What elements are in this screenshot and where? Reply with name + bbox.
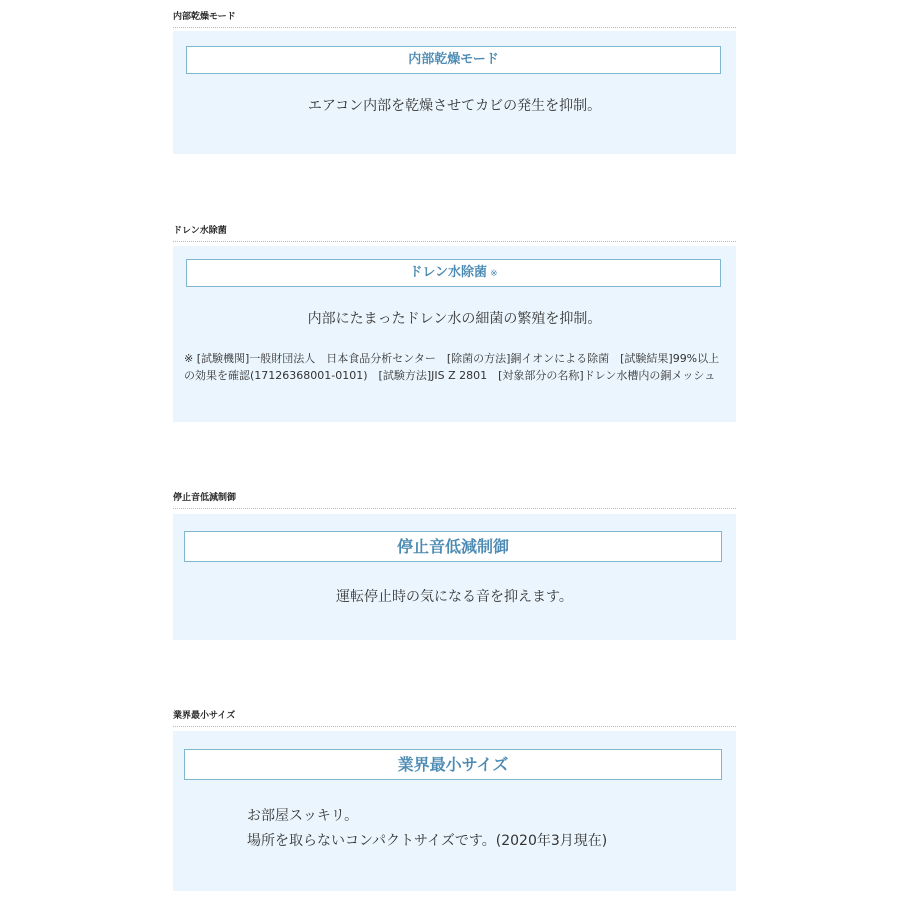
footnote-text: ※ [試験機関]一般財団法人 日本食品分析センター [除菌の方法]銅イオンによる除菌 [試験結果]99%以上の効果を確認(17126368001-0101) [試験方法]JIS Z 2801 [対象部分の名称]ドレン水槽内の銅メッシュ — [184, 352, 720, 382]
feature-title — [186, 259, 721, 287]
section-heading: ドレン水除菌 — [173, 225, 736, 242]
section-smallest-size — [173, 710, 736, 849]
section-heading: 業界最小サイズ — [173, 710, 736, 727]
feature-description-line: お部屋スッキリ。 — [247, 808, 359, 824]
feature-title: 業界最小サイズ — [184, 749, 722, 780]
feature-description: エアコン内部を乾燥させてカビの発生を抑制。 — [307, 98, 602, 114]
feature-title-text: ドレン水除菌 — [409, 265, 488, 280]
feature-description: 運転停止時の気になる音を抑えます。 — [336, 589, 573, 605]
feature-description — [247, 804, 727, 854]
feature-panel — [173, 731, 736, 891]
feature-description-line: 場所を取らないコンパクトサイズです。(2020年3月現在) — [247, 833, 608, 849]
feature-panel — [173, 514, 736, 640]
feature-panel — [173, 31, 736, 154]
footnote-mark: ※ — [490, 269, 498, 279]
feature-description: 内部にたまったドレン水の細菌の繁殖を抑制。 — [307, 311, 602, 327]
feature-title: 内部乾燥モード — [186, 46, 721, 74]
section-heading: 停止音低減制御 — [173, 492, 736, 509]
section-drain-water-sterilization — [173, 225, 736, 382]
section-internal-drying — [173, 11, 736, 114]
feature-title: 停止音低減制御 — [184, 531, 722, 562]
feature-panel — [173, 246, 736, 422]
section-stop-noise-reduction — [173, 492, 736, 605]
section-heading: 内部乾燥モード — [173, 11, 736, 28]
